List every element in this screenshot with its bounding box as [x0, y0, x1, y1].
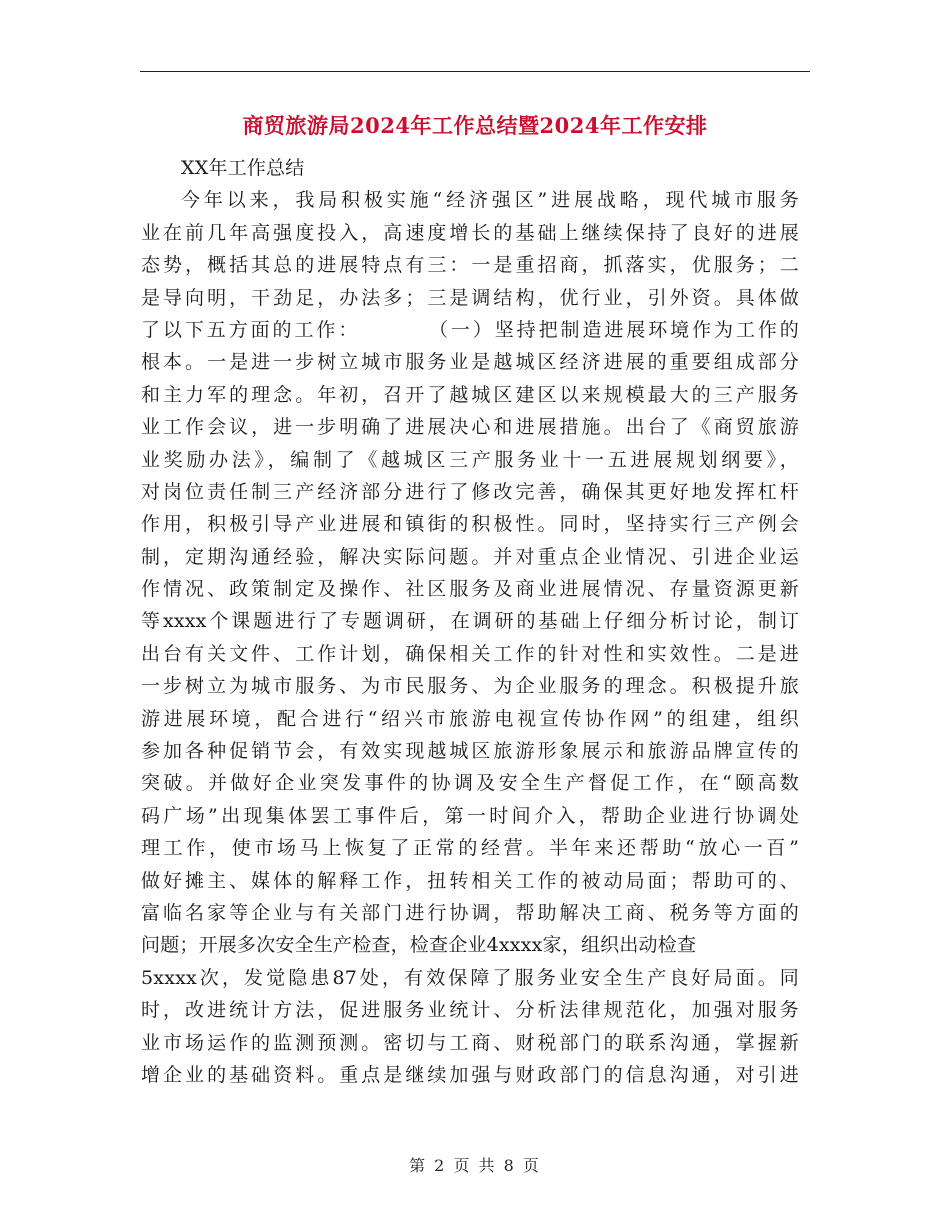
body-line: 做好摊主、媒体的解释工作，扭转相关工作的被动局面；帮助可的、	[141, 869, 799, 892]
body-line: 增企业的基础资料。重点是继续加强与财政部门的信息沟通，对引进	[141, 1063, 799, 1086]
body-line: 游进展环境，配合进行“绍兴市旅游电视宣传协作网”的组建，组织	[141, 707, 799, 730]
body-line: 出台有关文件、工作计划，确保相关工作的针对性和实效性。二是进	[141, 642, 799, 665]
body-line: 问题；开展多次安全生产检查，检查企业4xxxx家，组织出动检查	[141, 934, 697, 957]
header-rule	[140, 71, 810, 72]
body-line: 参加各种促销节会，有效实现越城区旅游形象展示和旅游品牌宣传的	[141, 740, 799, 763]
body-line: 等xxxx个课题进行了专题调研，在调研的基础上仔细分析讨论，制订	[141, 610, 799, 633]
body-line: 制，定期沟通经验，解决实际问题。并对重点企业情况、引进企业运	[141, 545, 799, 568]
body-line: 业奖励办法》，编制了《越城区三产服务业十一五进展规划纲要》，	[141, 448, 799, 471]
body-line: 一步树立为城市服务、为市民服务、为企业服务的理念。积极提升旅	[141, 675, 799, 698]
body-line: 态势，概括其总的进展特点有三：一是重招商，抓落实，优服务；二	[141, 254, 799, 277]
body-line: 今年以来，我局积极实施“经济强区”进展战略，现代城市服务	[181, 189, 799, 212]
body-line: 根本。一是进一步树立城市服务业是越城区经济进展的重要组成部分	[141, 351, 799, 374]
document-body	[141, 152, 799, 1091]
body-line: 是导向明，干劲足，办法多；三是调结构，优行业，引外资。具体做	[141, 286, 799, 309]
body-line: XX年工作总结	[181, 157, 305, 179]
body-line: 5xxxx次，发觉隐患87处，有效保障了服务业安全生产良好局面。同	[141, 966, 799, 989]
body-line: 理工作，使市场马上恢复了正常的经营。半年来还帮助“放心一百”	[141, 837, 799, 860]
document-title: 商贸旅游局2024年工作总结暨2024年工作安排	[242, 113, 708, 138]
body-line: 业市场运作的监测预测。密切与工商、财税部门的联系沟通，掌握新	[141, 1031, 799, 1054]
page-number-footer: 第 2 页 共 8 页	[409, 1156, 541, 1175]
body-line: 作情况、政策制定及操作、社区服务及商业进展情况、存量资源更新	[141, 578, 799, 601]
body-line: 富临名家等企业与有关部门进行协调，帮助解决工商、税务等方面的	[141, 901, 799, 924]
body-line: 业工作会议，进一步明确了进展决心和进展措施。出台了《商贸旅游	[141, 416, 799, 439]
body-line: 码广场”出现集体罢工事件后，第一时间介入，帮助企业进行协调处	[141, 804, 799, 827]
body-line: 了以下五方面的工作： （一）坚持把制造进展环境作为工作的	[141, 318, 799, 341]
body-line: 时，改进统计方法，促进服务业统计、分析法律规范化，加强对服务	[141, 999, 799, 1022]
body-line: 作用，积极引导产业进展和镇街的积极性。同时，坚持实行三产例会	[141, 513, 799, 536]
body-line: 业在前几年高强度投入，高速度增长的基础上继续保持了良好的进展	[141, 221, 799, 244]
body-line: 突破。并做好企业突发事件的协调及安全生产督促工作，在“颐高数	[141, 772, 799, 795]
body-line: 对岗位责任制三产经济部分进行了修改完善，确保其更好地发挥杠杆	[141, 480, 799, 503]
body-line: 和主力军的理念。年初，召开了越城区建区以来规模最大的三产服务	[141, 383, 799, 406]
